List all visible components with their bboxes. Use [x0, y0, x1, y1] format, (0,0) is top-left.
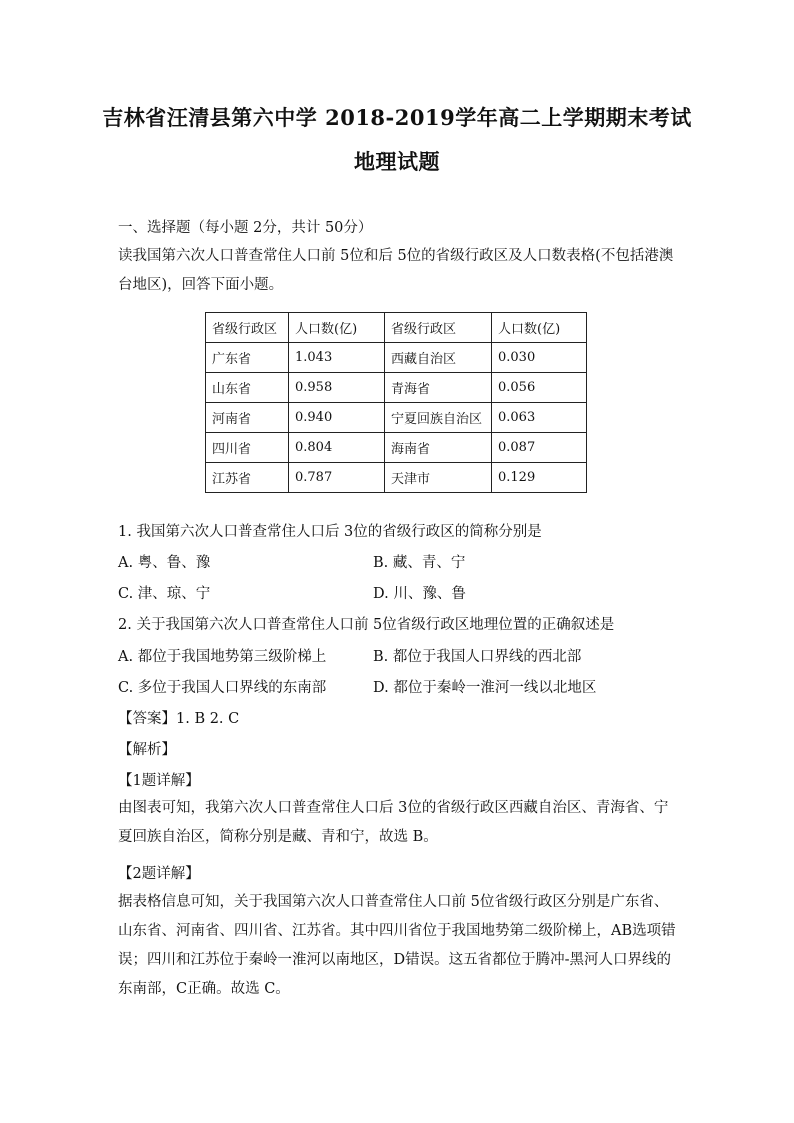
- table-row: [206, 373, 587, 403]
- section-heading: 一、选择题（每小题 2分，共计 50分）: [118, 220, 373, 236]
- answer-line: 【答案】1. B 2. C: [118, 711, 240, 727]
- exam-subject-title: 地理试题: [354, 149, 440, 174]
- table-row: [206, 463, 587, 493]
- question-2-stem: 2. 关于我国第六次人口普查常住人口前 5位省级行政区地理位置的正确叙述是: [118, 617, 615, 633]
- table-header-cell: 人口数(亿): [289, 313, 385, 343]
- table-cell: 0.056: [492, 373, 587, 403]
- table-cell: 0.030: [492, 343, 587, 373]
- table-cell: 天津市: [385, 463, 492, 493]
- analysis-heading: 【解析】: [118, 742, 176, 758]
- table-cell: 0.087: [492, 433, 587, 463]
- table-cell: 0.787: [289, 463, 385, 493]
- table-row: [206, 433, 587, 463]
- table-row: [206, 403, 587, 433]
- table-cell: 青海省: [385, 373, 492, 403]
- question-1-option-b: B. 藏、青、宁: [373, 555, 466, 571]
- question-2-option-a: A. 都位于我国地势第三级阶梯上: [118, 649, 327, 665]
- question-2-option-d: D. 都位于秦岭一淮河一线以北地区: [373, 680, 597, 696]
- question-1-option-d: D. 川、豫、鲁: [373, 586, 466, 602]
- table-cell: 0.129: [492, 463, 587, 493]
- table-cell: 江苏省: [206, 463, 289, 493]
- table-cell: 广东省: [206, 343, 289, 373]
- table-row: [206, 343, 587, 373]
- detail-1-text: 由图表可知，我第六次人口普查常住人口后 3位的省级行政区西藏自治区、青海省、宁夏回族自治区，简称分别是藏、青和宁，故选 B。: [118, 800, 669, 845]
- table-cell: 0.940: [289, 403, 385, 433]
- question-1-option-c: C. 津、琼、宁: [118, 586, 211, 602]
- table-cell: 0.063: [492, 403, 587, 433]
- question-1-stem: 1. 我国第六次人口普查常住人口后 3位的省级行政区的简称分别是: [118, 524, 542, 540]
- question-2-option-b: B. 都位于我国人口界线的西北部: [373, 649, 582, 665]
- question-intro: 读我国第六次人口普查常住人口前 5位和后 5位的省级行政区及人口数表格(不包括港澳台地区)，回答下面小题。: [118, 248, 674, 293]
- population-table: [205, 312, 587, 493]
- detail-2-heading: 【2题详解】: [118, 866, 200, 882]
- table-header-cell: 省级行政区: [206, 313, 289, 343]
- table-cell: 四川省: [206, 433, 289, 463]
- table-header-cell: 省级行政区: [385, 313, 492, 343]
- table-cell: 河南省: [206, 403, 289, 433]
- table-cell: 海南省: [385, 433, 492, 463]
- table-cell: 1.043: [289, 343, 385, 373]
- detail-2-text: 据表格信息可知，关于我国第六次人口普查常住人口前 5位省级行政区分别是广东省、山东省、河南省、四川省、江苏省。其中四川省位于我国地势第二级阶梯上，AB选项错误；四川和江苏位于秦岭一淮河以南地区，D错误。这五省都位于腾冲-黑河人口界线的东南部，C正确。故选 C。: [118, 894, 676, 997]
- question-2-option-c: C. 多位于我国人口界线的东南部: [118, 680, 327, 696]
- table-header-cell: 人口数(亿): [492, 313, 587, 343]
- table-cell: 0.958: [289, 373, 385, 403]
- table-cell: 山东省: [206, 373, 289, 403]
- table-header-row: [206, 313, 587, 343]
- table-cell: 0.804: [289, 433, 385, 463]
- question-1-option-a: A. 粤、鲁、豫: [118, 555, 211, 571]
- table-cell: 宁夏回族自治区: [385, 403, 492, 433]
- exam-title: 吉林省汪清县第六中学 2018-2019学年高二上学期期末考试: [102, 105, 692, 130]
- detail-1-heading: 【1题详解】: [118, 773, 200, 789]
- table-cell: 西藏自治区: [385, 343, 492, 373]
